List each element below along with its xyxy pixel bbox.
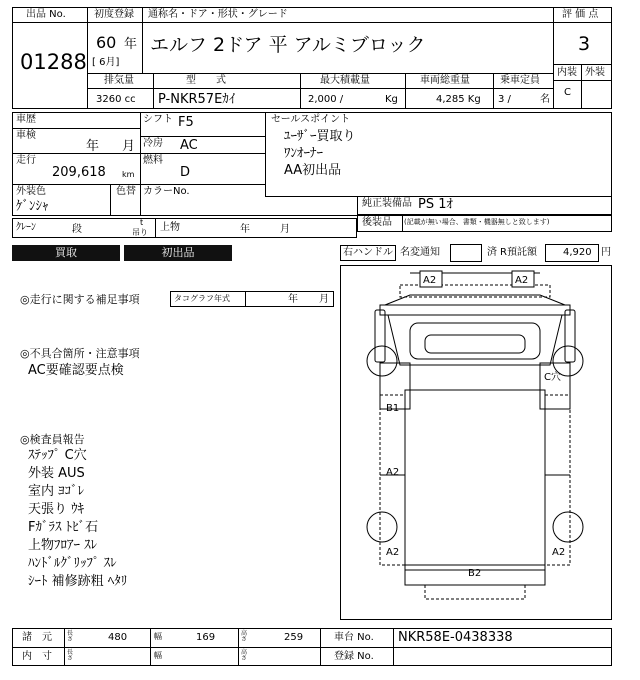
divider xyxy=(553,22,612,23)
history-label: 車歴 xyxy=(16,114,36,125)
upper-label: 上物 xyxy=(160,222,180,233)
divider xyxy=(110,184,111,216)
inspector-item: ｽﾃｯﾌﾟ C穴 xyxy=(28,448,87,463)
divider xyxy=(553,80,612,81)
divider xyxy=(142,7,143,73)
length-value: 480 xyxy=(108,632,128,643)
sales-point-item: ﾕｰｻﾞｰ買取り xyxy=(284,129,356,144)
max-load-unit: Kg xyxy=(385,94,398,105)
crane-lift-top: t xyxy=(140,218,144,227)
left-gate xyxy=(380,395,405,565)
width-label: 幅 xyxy=(154,651,162,660)
divider xyxy=(553,64,612,65)
interior-grade: C xyxy=(564,87,571,98)
crane-frame xyxy=(12,218,357,238)
recycle-label: R預託額 xyxy=(500,247,537,258)
damage-mark: A2 xyxy=(515,275,529,286)
tacho-year: 年 xyxy=(288,294,298,305)
height-label: 高さ xyxy=(241,630,248,643)
divider xyxy=(393,628,394,666)
first-reg-year: 60 xyxy=(96,33,117,52)
damage-mark: A2 xyxy=(423,275,437,286)
divider xyxy=(402,214,403,232)
divider xyxy=(87,73,553,74)
defect-item: AC要確認要点検 xyxy=(28,363,124,378)
capacity-label: 乗車定員 xyxy=(500,75,540,86)
windshield xyxy=(410,323,540,359)
rear-bumper xyxy=(425,585,525,599)
inspector-title: ◎検査員報告 xyxy=(20,433,85,446)
capacity-value: 3 / xyxy=(498,94,511,105)
gross-weight-value: 4,285 Kg xyxy=(436,94,481,105)
max-load-label: 最大積載量 xyxy=(320,75,370,86)
divider xyxy=(12,22,87,23)
divider xyxy=(357,196,358,216)
reg-label: 登録 No. xyxy=(334,651,374,662)
running-notes-title: ◎走行に関する補足事項 xyxy=(20,293,140,306)
yen-label: 円 xyxy=(601,247,611,258)
divider xyxy=(155,218,156,238)
inspector-item: ｼｰﾄ 補修跡粗 ﾍﾀﾘ xyxy=(28,574,128,589)
max-load-value: 2,000 / xyxy=(308,94,344,105)
right-gate xyxy=(545,395,570,565)
first-reg-month: [ 6月] xyxy=(92,57,120,68)
divider xyxy=(493,73,494,109)
model-label: 通称名・ドア・形状・グレード xyxy=(148,9,288,20)
divider xyxy=(153,73,154,109)
left-mirror xyxy=(375,310,385,362)
ac-value: AC xyxy=(180,138,198,153)
check-label: 済 xyxy=(487,247,497,258)
damage-mark: C穴 xyxy=(544,372,561,383)
divider xyxy=(12,153,265,154)
damage-mark: A2 xyxy=(386,467,400,478)
color-no-label: 色替 xyxy=(116,186,136,197)
upper-year: 年 xyxy=(240,224,250,235)
dims-label: 諸 元 xyxy=(22,632,52,643)
truck-diagram xyxy=(340,265,612,620)
cab-upper xyxy=(380,305,570,315)
model-name: エルフ 2ドア 平 アルミブロック xyxy=(150,34,426,56)
divider xyxy=(265,112,266,196)
height-value: 259 xyxy=(284,632,304,643)
year-unit: 年 xyxy=(124,37,138,52)
interior-dims-label: 内 寸 xyxy=(22,651,52,662)
diagram-frame xyxy=(341,266,612,620)
lot-number: 01288 xyxy=(20,50,87,74)
divider xyxy=(64,628,65,666)
equipment-value: PS 1ｵ xyxy=(418,197,453,212)
inspector-item: 天張り ｳｷ xyxy=(28,502,85,517)
mileage-unit: km xyxy=(122,170,135,179)
divider xyxy=(581,64,582,109)
front-left-wheel xyxy=(367,346,397,376)
crane-label: ｸﾚｰﾝ xyxy=(16,222,36,233)
name-change-check-box xyxy=(450,244,482,262)
buyback-tag: 買取 xyxy=(12,245,120,261)
color-value: ｹﾞﾝｼｬ xyxy=(16,199,49,214)
shift-value: F5 xyxy=(178,115,194,130)
length-label: 長さ xyxy=(67,630,74,643)
tacho-label: タコグラフ年式 xyxy=(174,294,230,303)
inspector-item: Fｶﾞﾗｽ ﾄﾋﾞ石 xyxy=(28,520,99,535)
damage-mark: A2 xyxy=(386,547,400,558)
divider xyxy=(140,112,141,216)
sales-point-item: AA初出品 xyxy=(284,163,342,178)
displacement-value: 3260 cc xyxy=(96,94,136,105)
color-code-label: カラーNo. xyxy=(143,186,190,197)
rear-left-wheel xyxy=(367,512,397,542)
sales-points-label: セールスポイント xyxy=(271,114,351,125)
divider xyxy=(150,628,151,666)
inspector-item: 外装 AUS xyxy=(28,466,85,481)
divider xyxy=(245,291,246,307)
cargo-bed xyxy=(405,390,545,570)
gross-weight-label: 車両総重量 xyxy=(420,75,470,86)
crane-lift: 吊り xyxy=(132,228,148,237)
height-label: 高さ xyxy=(241,649,248,662)
width-value: 169 xyxy=(196,632,216,643)
divider xyxy=(238,628,239,666)
aftermarket-label: 後装品 xyxy=(362,217,392,228)
aftermarket-note: (記載が無い場合、書類・機器無しと致します) xyxy=(404,218,550,226)
color-label: 外装色 xyxy=(16,186,46,197)
grade-label: 評 価 点 xyxy=(562,9,599,20)
rear-right-wheel xyxy=(553,512,583,542)
inspection-year: 年 xyxy=(86,139,100,154)
fuel-value: D xyxy=(180,165,191,180)
name-change-label: 名変通知 xyxy=(400,247,440,258)
divider xyxy=(320,628,321,666)
damage-mark: B2 xyxy=(468,568,482,579)
first-listing-tag: 初出品 xyxy=(124,245,232,261)
exterior-label: 外装 xyxy=(585,67,605,78)
damage-mark: B1 xyxy=(386,403,400,414)
divider xyxy=(12,184,265,185)
ac-label: 冷房 xyxy=(143,138,163,149)
chassis-label: 車台 No. xyxy=(334,632,374,643)
crane-stage: 段 xyxy=(72,224,82,235)
divider xyxy=(300,73,301,109)
mileage-value: 209,618 xyxy=(52,165,106,180)
fuel-label: 燃料 xyxy=(143,155,163,166)
inspector-item: ﾊﾝﾄﾞﾙｸﾞﾘｯﾌﾟ ｽﾚ xyxy=(28,556,117,571)
model-code-label: 型 式 xyxy=(186,75,226,86)
divider xyxy=(12,128,140,129)
lot-label: 出品 No. xyxy=(26,9,66,20)
divider xyxy=(12,647,612,648)
divider xyxy=(405,73,406,109)
rhd-label: 右ハンドル xyxy=(343,247,393,258)
divider xyxy=(140,136,265,137)
sales-point-item: ﾜﾝｵｰﾅｰ xyxy=(284,146,323,161)
inspector-item: 室内 ﾖｺﾞﾚ xyxy=(28,484,85,499)
damage-mark: A2 xyxy=(552,547,566,558)
capacity-unit: 名 xyxy=(540,94,550,105)
recycle-value: 4,920 xyxy=(563,247,592,258)
width-label: 幅 xyxy=(154,632,162,641)
interior-label: 内装 xyxy=(557,67,577,78)
defects-title: ◎不具合箇所・注意事項 xyxy=(20,347,140,360)
tacho-month: 月 xyxy=(319,294,329,305)
first-reg-label: 初度登録 xyxy=(94,9,134,20)
right-mirror xyxy=(565,310,575,362)
mileage-label: 走行 xyxy=(16,155,36,166)
divider xyxy=(87,22,553,23)
inspection-label: 車検 xyxy=(16,130,36,141)
inspection-month: 月 xyxy=(122,139,136,154)
grade-value: 3 xyxy=(578,33,591,55)
displacement-label: 排気量 xyxy=(104,75,134,86)
equipment-label: 純正装備品 xyxy=(362,198,412,209)
inspector-item: 上物ﾌﾛｱｰ ｽﾚ xyxy=(28,538,98,553)
upper-month: 月 xyxy=(280,224,290,235)
windshield-inner xyxy=(425,335,525,353)
shift-label: シフト xyxy=(143,114,173,125)
model-code-value: P-NKR57Eｶｲ xyxy=(158,92,236,107)
divider xyxy=(87,88,553,89)
chassis-value: NKR58E-0438338 xyxy=(398,630,513,645)
length-label: 長さ xyxy=(67,649,74,662)
